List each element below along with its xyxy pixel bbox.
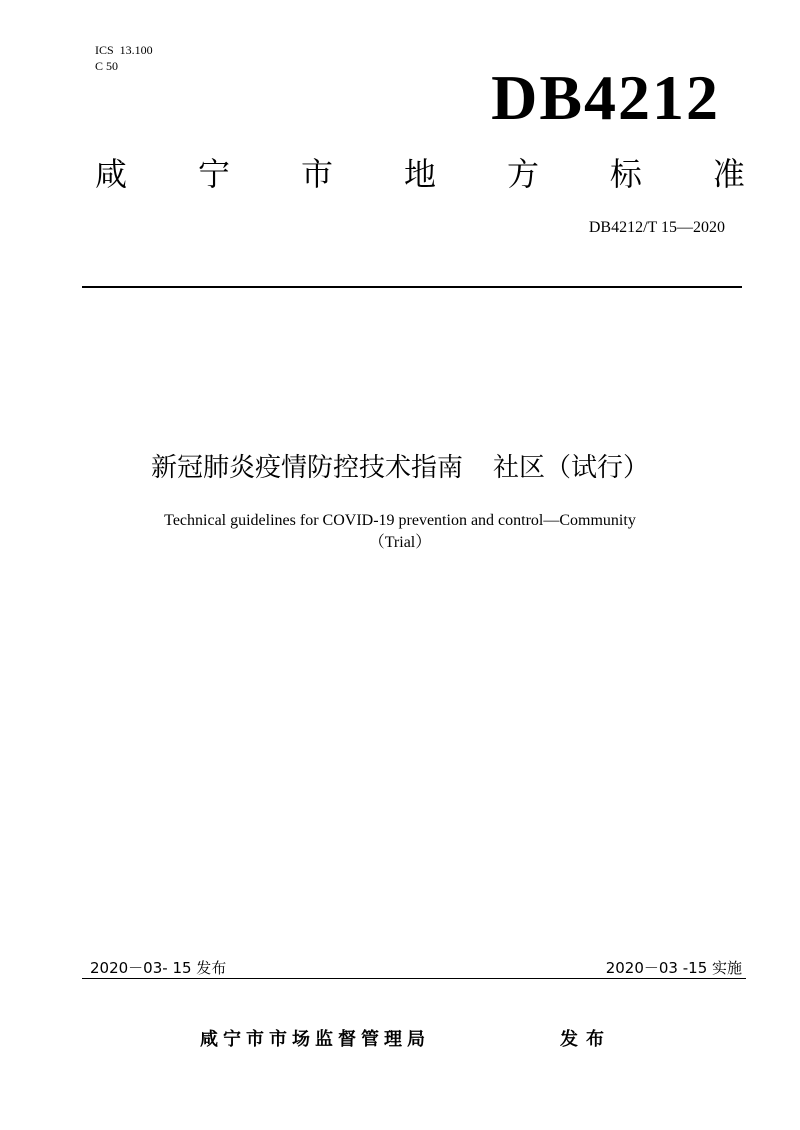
standard-type-char: 宁	[197, 155, 230, 193]
classification-codes	[95, 42, 153, 74]
ics-code: ICS 13.100	[95, 43, 153, 57]
standard-type-heading	[95, 152, 745, 196]
top-divider	[82, 286, 742, 288]
standard-type-char: 准	[712, 155, 745, 193]
standard-type-char: 标	[609, 155, 642, 193]
issue-label: 发布	[560, 1029, 612, 1050]
document-title-en	[0, 510, 800, 554]
title-en-line2: （Trial）	[368, 534, 432, 551]
standard-type-char: 方	[506, 155, 539, 193]
standard-type-char: 咸	[95, 155, 128, 193]
ccs-code: C 50	[95, 59, 119, 73]
title-cn-main: 新冠肺炎疫情防控技术指南	[150, 453, 463, 483]
title-en-line1: Technical guidelines for COVID-19 prevention and control—Community	[164, 512, 636, 529]
document-title-cn	[0, 448, 800, 488]
implement-date: 2020－03 -15 实施	[605, 959, 742, 977]
title-cn-sub: 社区（试行）	[493, 453, 650, 483]
standard-type-char: 地	[403, 155, 436, 193]
issue-date: 2020－03- 15 发布	[90, 959, 227, 977]
issuing-authority: 咸宁市市场监督管理局	[200, 1029, 430, 1050]
standard-type-char: 市	[300, 155, 333, 193]
bottom-divider	[82, 978, 746, 979]
standard-code-large: DB4212	[491, 62, 720, 133]
standard-number: DB4212/T 15—2020	[588, 219, 725, 236]
